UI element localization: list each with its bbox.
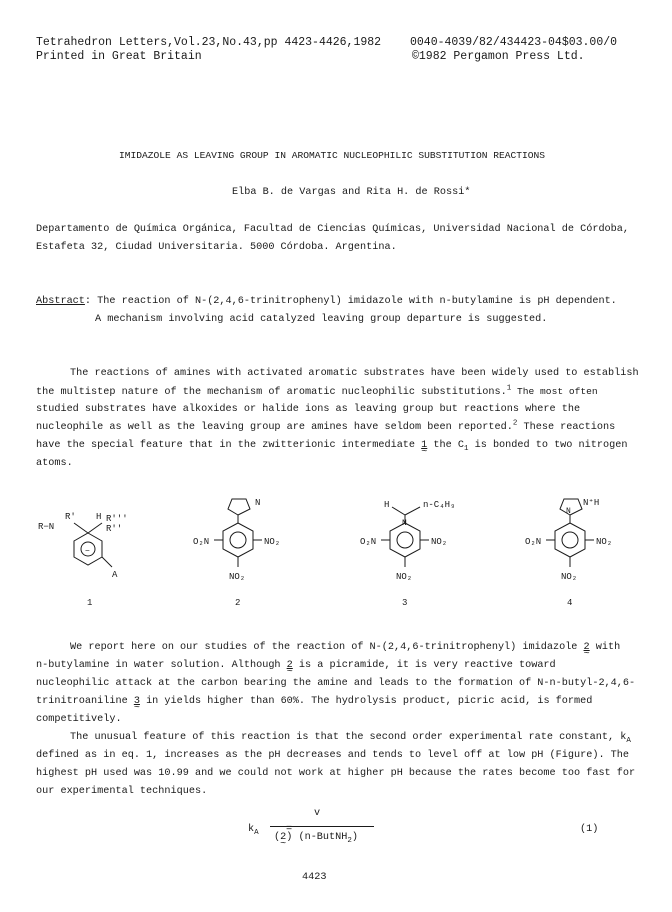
- para1-line-6: atoms.: [36, 458, 73, 469]
- s2-label: 2: [235, 598, 241, 608]
- para2-line-5: competitively.: [36, 714, 122, 725]
- para2-line-1: We report here on our studies of the reaction of N-(2,4,6-trinitrophenyl) imidazole 2 ~ with: [70, 642, 620, 654]
- abstract-line-1: Abstract: The reaction of N-(2,4,6-trinitrophenyl) imidazole with n-butylamine is pH dependent.: [36, 296, 617, 307]
- s1-r: R−N: [38, 522, 55, 532]
- equation-lhs: $k_A$: [248, 824, 259, 838]
- abstract-line-2: A mechanism involving acid catalyzed leaving group departure is suggested.: [95, 314, 548, 325]
- structure-3: [381, 507, 429, 567]
- s2-n: N: [255, 498, 261, 508]
- s3-no2: NO₂: [431, 537, 448, 547]
- para3-line-4: our experimental techniques.: [36, 786, 208, 797]
- abstract-label: Abstract: [36, 296, 85, 307]
- s3-label: 3: [402, 598, 408, 608]
- equation-numerator: v: [314, 808, 321, 819]
- fraction-bar: [270, 826, 374, 827]
- s4-no2-bottom: NO₂: [561, 572, 578, 582]
- s1-r2: R'': [106, 524, 123, 534]
- paper-title: IMIDAZOLE AS LEAVING GROUP IN AROMATIC NUCLEOPHILIC SUBSTITUTION REACTIONS: [119, 150, 546, 161]
- authors: Elba B. de Vargas and Rita H. de Rossi*: [232, 187, 471, 198]
- s2-no2: NO₂: [264, 537, 281, 547]
- s1-a: A: [112, 570, 118, 580]
- svg-text:−: −: [85, 547, 90, 556]
- s3-no2-bottom: NO₂: [396, 572, 413, 582]
- para1-line-3: studied substrates have alkoxides or halide ions as leaving group but reactions where the: [36, 404, 581, 415]
- page-number: 4423: [302, 872, 327, 883]
- para3-line-3: highest pH used was 10.99 and we could not work at higher pH because the rates become too fast for: [36, 768, 636, 779]
- s1-r1: R': [65, 512, 76, 522]
- s1-h: H: [96, 512, 102, 522]
- s2-o2n: O₂N: [193, 537, 210, 547]
- s3-n: N: [402, 519, 407, 528]
- journal-citation: Tetrahedron Letters,Vol.23,No.43,pp 4423-4426,1982: [36, 36, 382, 49]
- s4-n: N: [566, 507, 571, 516]
- s4-no2: NO₂: [596, 537, 613, 547]
- article-code: 0040-4039/82/434423-04$03.00/0: [410, 36, 618, 49]
- s3-butyl: n-C₄H₉: [423, 500, 456, 510]
- s1-r3: R''': [106, 514, 128, 524]
- equation-number: (1): [580, 824, 599, 835]
- s4-nh: N⁺H: [583, 498, 600, 508]
- para1-line-1: The reactions of amines with activated aromatic substrates have been widely used to establish: [70, 368, 639, 379]
- s3-o2n: O₂N: [360, 537, 377, 547]
- para2-line-3: nucleophilic attack at the carbon bearing the amine and leads to the formation of N-n-butyl-2,4,6-: [36, 678, 636, 689]
- ref-compound-2b: 2 ~: [287, 660, 293, 671]
- publisher: ©1982 Pergamon Press Ltd.: [412, 50, 585, 63]
- equation-equals: =: [286, 824, 293, 835]
- ref-compound-1: 1 ~: [421, 440, 427, 451]
- para1-line-5: have the special feature that in the zwitterionic intermediate 1 ~ the $C_1$ is bonded to two nitrogen: [36, 440, 627, 452]
- para2-line-4: trinitroaniline 3 ~ in yields higher than 60%. The hydrolysis product, picric acid, is formed: [36, 696, 592, 708]
- s2-no2-bottom: NO₂: [229, 572, 246, 582]
- para2-line-2: n-butylamine in water solution. Although 2 ~ is a picramide, it is very reactive toward: [36, 660, 556, 672]
- s3-h: H: [384, 500, 390, 510]
- structure-2: [214, 499, 262, 567]
- s4-label: 4: [567, 598, 573, 608]
- ref-compound-2: 2 ~: [584, 642, 590, 653]
- ref-compound-3: 3 ~: [134, 696, 140, 707]
- para3-line-2: defined as in eq. 1, increases as the pH decreases and tends to level off at low pH (Figure). The: [36, 750, 630, 761]
- para1-line-4: nucleophile as well as the leaving group are amines have seldom been reported.$^2$ These reactions: [36, 419, 616, 433]
- para3-line-1: The unusual feature of this reaction is that the second order experimental rate constant, $k_A$: [70, 732, 631, 746]
- para1-line-2: the multistep nature of the mechanism of aromatic nucleophilic substitutions.$^1$ The most often: [36, 384, 598, 398]
- chemical-structures-figure: [0, 495, 672, 620]
- affiliation-line-1: Departamento de Química Orgánica, Facultad de Ciencias Químicas, Universidad Nacional de Córdoba,: [36, 224, 630, 235]
- equation-denominator: (2) ~ (n-ButNH$_2$): [274, 832, 358, 844]
- s4-o2n: O₂N: [525, 537, 542, 547]
- printed-in: Printed in Great Britain: [36, 50, 202, 63]
- s1-label: 1: [87, 598, 93, 608]
- affiliation-line-2: Estafeta 32, Ciudad Universitaria. 5000 Córdoba. Argentina.: [36, 242, 397, 253]
